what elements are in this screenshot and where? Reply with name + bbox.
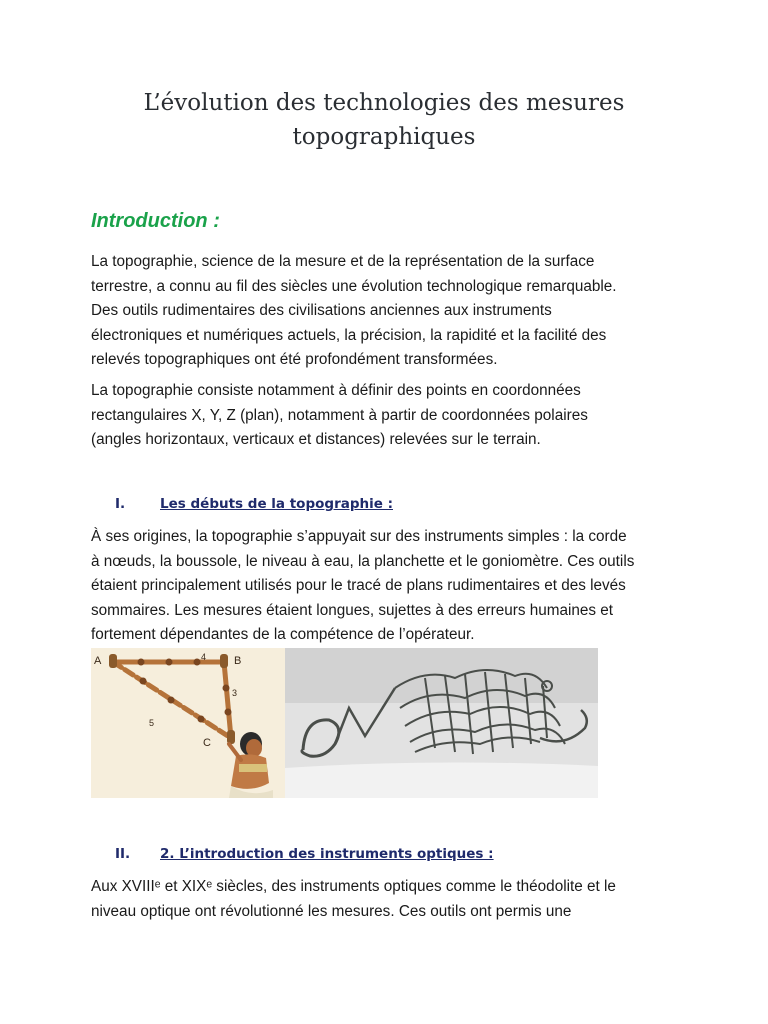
section-1-heading [115, 496, 393, 512]
intro-heading: Introduction : [91, 210, 220, 232]
label-b: B [234, 655, 242, 667]
text-line: (angles horizontaux, verticaux et distances) relevées sur le terrain. [91, 431, 541, 448]
text-line: relevés topographiques ont été profondément transformées. [91, 351, 498, 368]
document-title [0, 86, 768, 154]
text-line: sommaires. Les mesures étaient longues, sujettes à des erreurs humaines et [91, 601, 614, 619]
section-1-paragraph [91, 525, 691, 648]
section-number: I. [115, 496, 126, 512]
text-line: terrestre, a connu au fil des siècles une évolution technologique remarquable. [91, 277, 617, 295]
title-line-1: L’évolution des technologies des mesures [143, 90, 625, 116]
section-2-heading [115, 846, 494, 862]
text-line: Des outils rudimentaires des civilisations anciennes aux instruments [91, 302, 552, 319]
text-line: étaient principalement utilisés pour le tracé de plans rudimentaires et des levés [91, 577, 626, 594]
section-2-paragraph [91, 875, 691, 924]
text-line: fortement dépendantes de la compétence de l’opérateur. [91, 626, 475, 643]
label-4: 4 [201, 652, 207, 662]
surveyor-chain-photo [285, 648, 598, 798]
label-a: A [94, 655, 102, 667]
text-line: Aux XVIIIᵉ et XIXᵉ siècles, des instruments optiques comme le théodolite et le [91, 878, 616, 895]
rope-triangle-drawing [91, 648, 285, 798]
text-line: rectangulaires X, Y, Z (plan), notamment à partir de coordonnées polaires [91, 406, 588, 424]
label-5: 5 [149, 718, 155, 728]
intro-paragraph-1 [91, 250, 691, 373]
text-line: À ses origines, la topographie s’appuyait sur des instruments simples : la corde [91, 528, 627, 545]
section-number: II. [115, 846, 131, 862]
section-title: Les débuts de la topographie : [160, 496, 393, 512]
text-line: La topographie consiste notamment à définir des points en coordonnées [91, 382, 581, 399]
label-3: 3 [232, 688, 238, 698]
text-line: niveau optique ont révolutionné les mesures. Ces outils ont permis une [91, 902, 572, 920]
text-line: électroniques et numériques actuels, la précision, la rapidité et la facilité des [91, 326, 607, 344]
chain-drawing [285, 648, 598, 798]
intro-paragraph-2 [91, 379, 691, 453]
text-line: La topographie, science de la mesure et de la représentation de la surface [91, 253, 595, 270]
text-line: à nœuds, la boussole, le niveau à eau, la planchette et le goniomètre. Ces outils [91, 552, 635, 570]
title-line-2: topographiques [292, 124, 476, 150]
label-c: C [203, 737, 211, 749]
section-title: 2. L’introduction des instruments optiques : [160, 846, 494, 862]
knotted-rope-illustration [91, 648, 285, 798]
